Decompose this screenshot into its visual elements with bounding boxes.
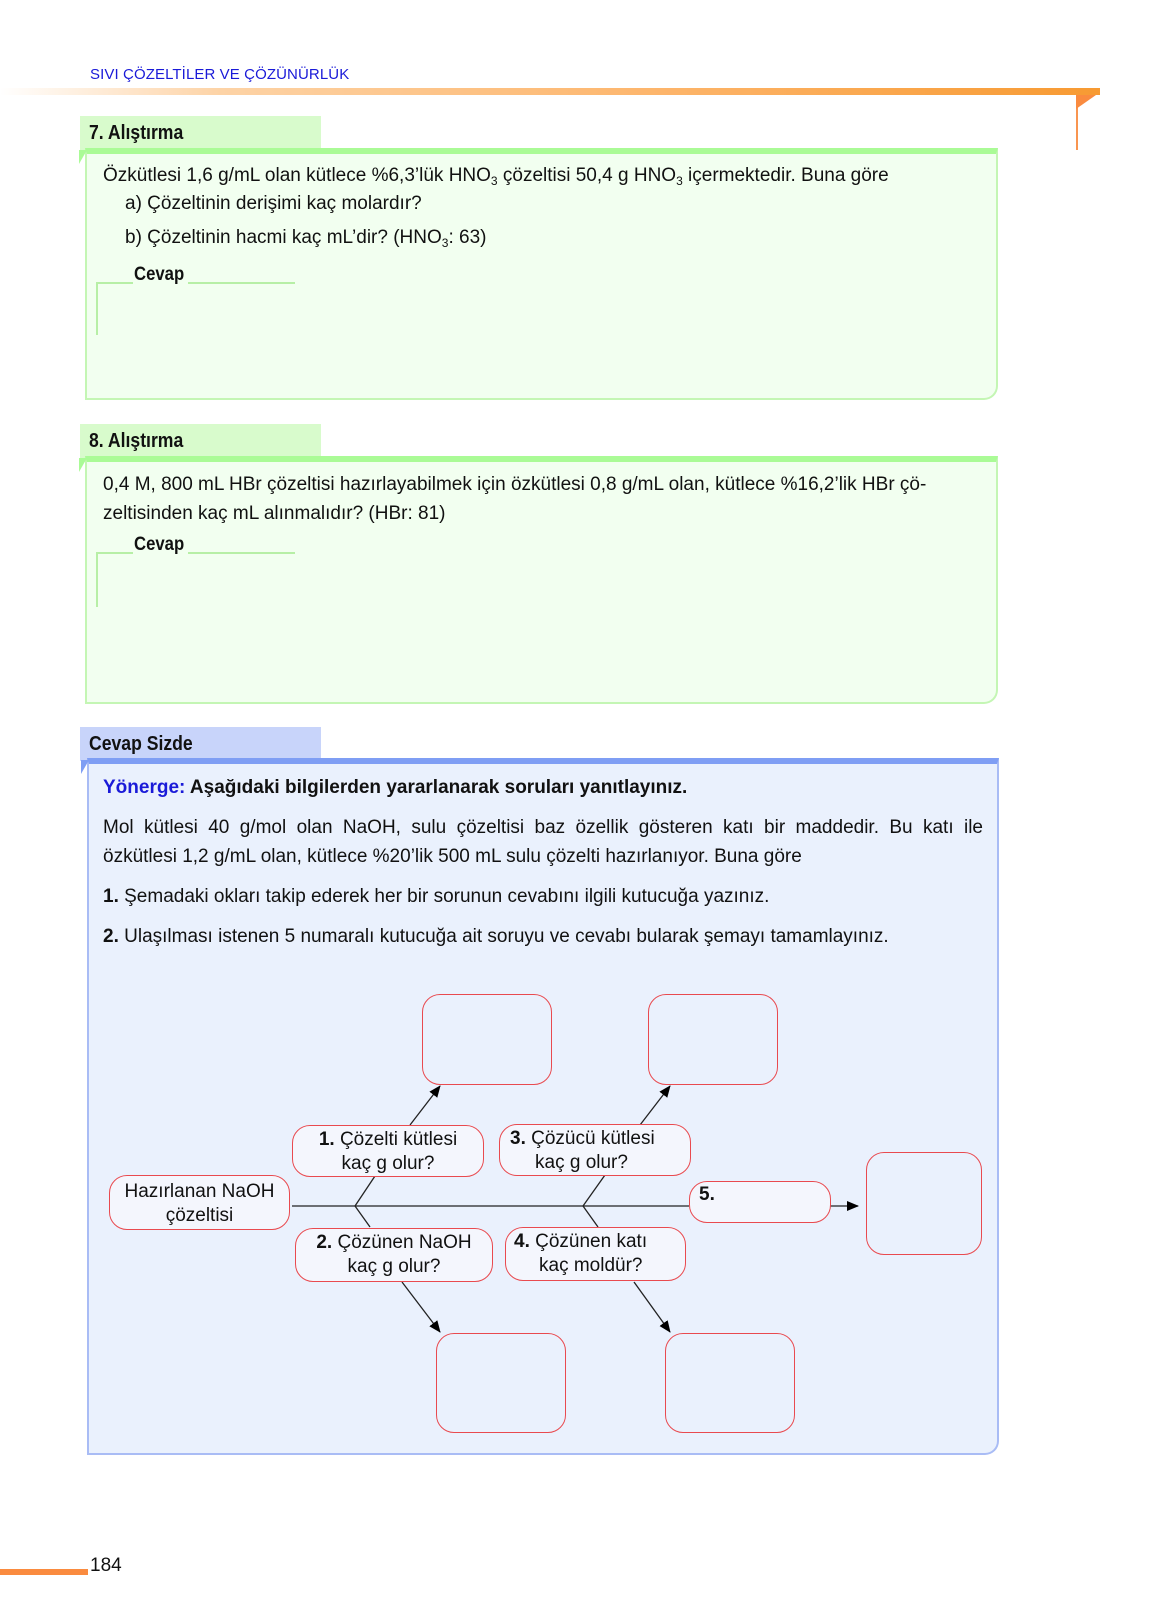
exercise8-question-line2: zeltisinden kaç mL alınmalıdır? (HBr: 81) — [103, 503, 446, 524]
answer-box-3[interactable] — [648, 994, 778, 1085]
exercise7-part-b: b) Çözeltinin hacmi kaç mL’dir? ($HNO_3$: 63) — [125, 227, 487, 250]
exercise7-title: 7. Alıştırma — [89, 122, 184, 144]
exercise7-part-a: a) Çözeltinin derişimi kaç molardır? — [125, 193, 422, 214]
answer-box-1[interactable] — [422, 994, 552, 1085]
paragraph-line2: özkütlesi 1,2 g/mL olan, kütlece %20’lik 500 mL sulu çözelti hazırlanıyor. Buna göre — [103, 846, 802, 867]
question-node-4: 4. Çözünen katı kaç moldür? — [505, 1227, 686, 1281]
instruction-2: 2. Ulaşılması istenen 5 numaralı kutucuğa ait soruyu ve cevabı bularak şemayı tamamlayınız. — [103, 926, 889, 947]
exercise8-title: 8. Alıştırma — [89, 430, 184, 452]
cevap-sizde-title: Cevap Sizde — [89, 733, 193, 755]
exercise8-answer-label: Cevap — [134, 534, 185, 555]
footer-accent-bar — [0, 1569, 88, 1575]
question-node-1: 1. Çözelti kütlesi kaç g olur? — [292, 1125, 484, 1177]
directive-label: Yönerge: — [103, 777, 186, 798]
answer-box-5[interactable] — [866, 1152, 982, 1255]
chapter-title: SIVI ÇÖZELTİLER VE ÇÖZÜNÜRLÜK — [90, 66, 350, 83]
instruction-1: 1. Şemadaki okları takip ederek her bir sorunun cevabını ilgili kutucuğa yazınız. — [103, 886, 770, 907]
question-node-5[interactable]: 5. — [689, 1181, 831, 1223]
exercise8-question-line1: 0,4 M, 800 mL HBr çözeltisi hazırlayabilmek için özkütlesi 0,8 g/mL olan, kütlece %16,2’lik HBr çö- — [103, 474, 927, 495]
answer-box-2[interactable] — [436, 1333, 566, 1433]
question-node-2: 2. Çözünen NaOH kaç g olur? — [295, 1228, 493, 1282]
exercise7-answer-label: Cevap — [134, 264, 185, 285]
start-node-line2: çözeltisi — [165, 1205, 234, 1226]
directive-text: Aşağıdaki bilgilerden yararlanarak soruları yanıtlayınız. — [185, 777, 688, 798]
start-node — [109, 1175, 290, 1230]
page-number: 184 — [90, 1555, 122, 1576]
question-node-3: 3. Çözücü kütlesi kaç g olur? — [499, 1124, 691, 1176]
answer-box-4[interactable] — [665, 1333, 795, 1433]
paragraph-line1: Mol kütlesi 40 g/mol olan NaOH, sulu çözeltisi baz özellik gösteren katı bir maddedir. Bu katı ile — [103, 817, 983, 838]
exercise7-question: Özkütlesi 1,6 g/mL olan kütlece %6,3’lük $HNO_3$ çözeltisi 50,4 g $HNO_3$ içermektedir. Buna göre — [103, 165, 889, 188]
start-node-line1: Hazırlanan NaOH — [124, 1181, 275, 1202]
